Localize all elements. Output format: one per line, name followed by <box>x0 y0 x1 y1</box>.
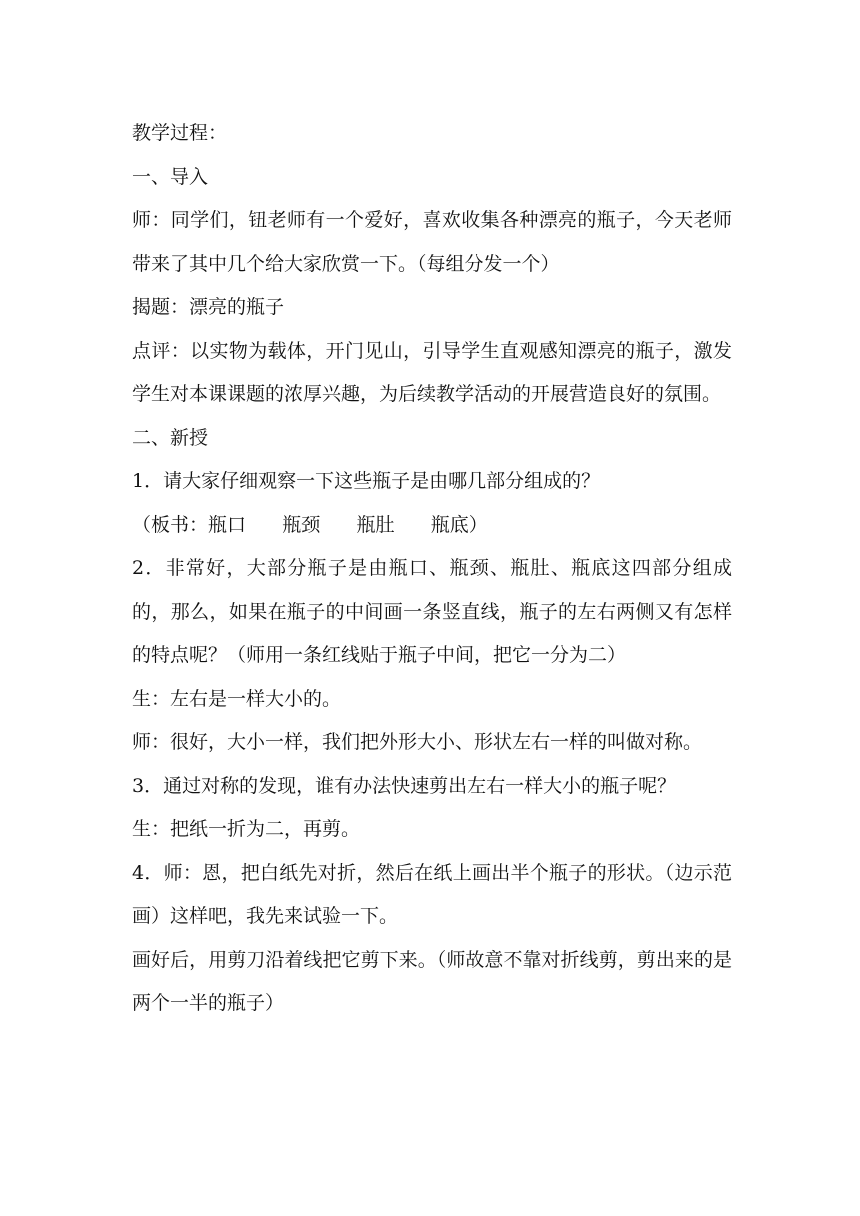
paragraph-teacher-intro: 师：同学们，钮老师有一个爱好，喜欢收集各种漂亮的瓶子，今天老师带来了其中几个给大家欣赏一下。（每组分发一个） <box>132 209 732 275</box>
paragraph-topic: 揭题：漂亮的瓶子 <box>132 296 285 318</box>
paragraph-step-4: 4．师：恩，把白纸先对折，然后在纸上画出半个瓶子的形状。（边示范画）这样吧，我先来试验一下。 <box>132 861 732 927</box>
section-heading-new-lesson: 二、新授 <box>132 426 209 449</box>
document-body <box>132 112 732 1026</box>
paragraph-step-2: 2．非常好，大部分瓶子是由瓶口、瓶颈、瓶肚、瓶底这四部分组成的，那么，如果在瓶子的中间画一条竖直线，瓶子的左右两侧又有怎样的特点呢？（师用一条红线贴于瓶子中间，把它一分为二） <box>132 557 732 666</box>
paragraph-teacher-symmetry: 师：很好，大小一样，我们把外形大小、形状左右一样的叫做对称。 <box>132 731 703 753</box>
paragraph-step-1: 1．请大家仔细观察一下这些瓶子是由哪几部分组成的？ <box>132 470 601 492</box>
section-heading-intro: 一、导入 <box>132 165 209 188</box>
paragraph-step-3: 3．通过对称的发现，谁有办法快速剪出左右一样大小的瓶子呢？ <box>132 774 677 797</box>
paragraph-student-answer-2: 生：把纸一折为二，再剪。 <box>132 818 361 840</box>
paragraph-comment: 点评：以实物为载体，开门见山，引导学生直观感知漂亮的瓶子，激发学生对本课课题的浓厚兴趣，为后续教学活动的开展营造良好的氛围。 <box>132 339 732 405</box>
paragraph-student-answer-1: 生：左右是一样大小的。 <box>132 687 342 710</box>
paragraph-board-writing: （板书：瓶口 瓶颈 瓶肚 瓶底） <box>132 513 488 536</box>
section-heading-process: 教学过程： <box>132 122 228 144</box>
paragraph-cutting: 画好后，用剪刀沿着线把它剪下来。（师故意不靠对折线剪，剪出来的是两个一半的瓶子） <box>132 948 732 1014</box>
